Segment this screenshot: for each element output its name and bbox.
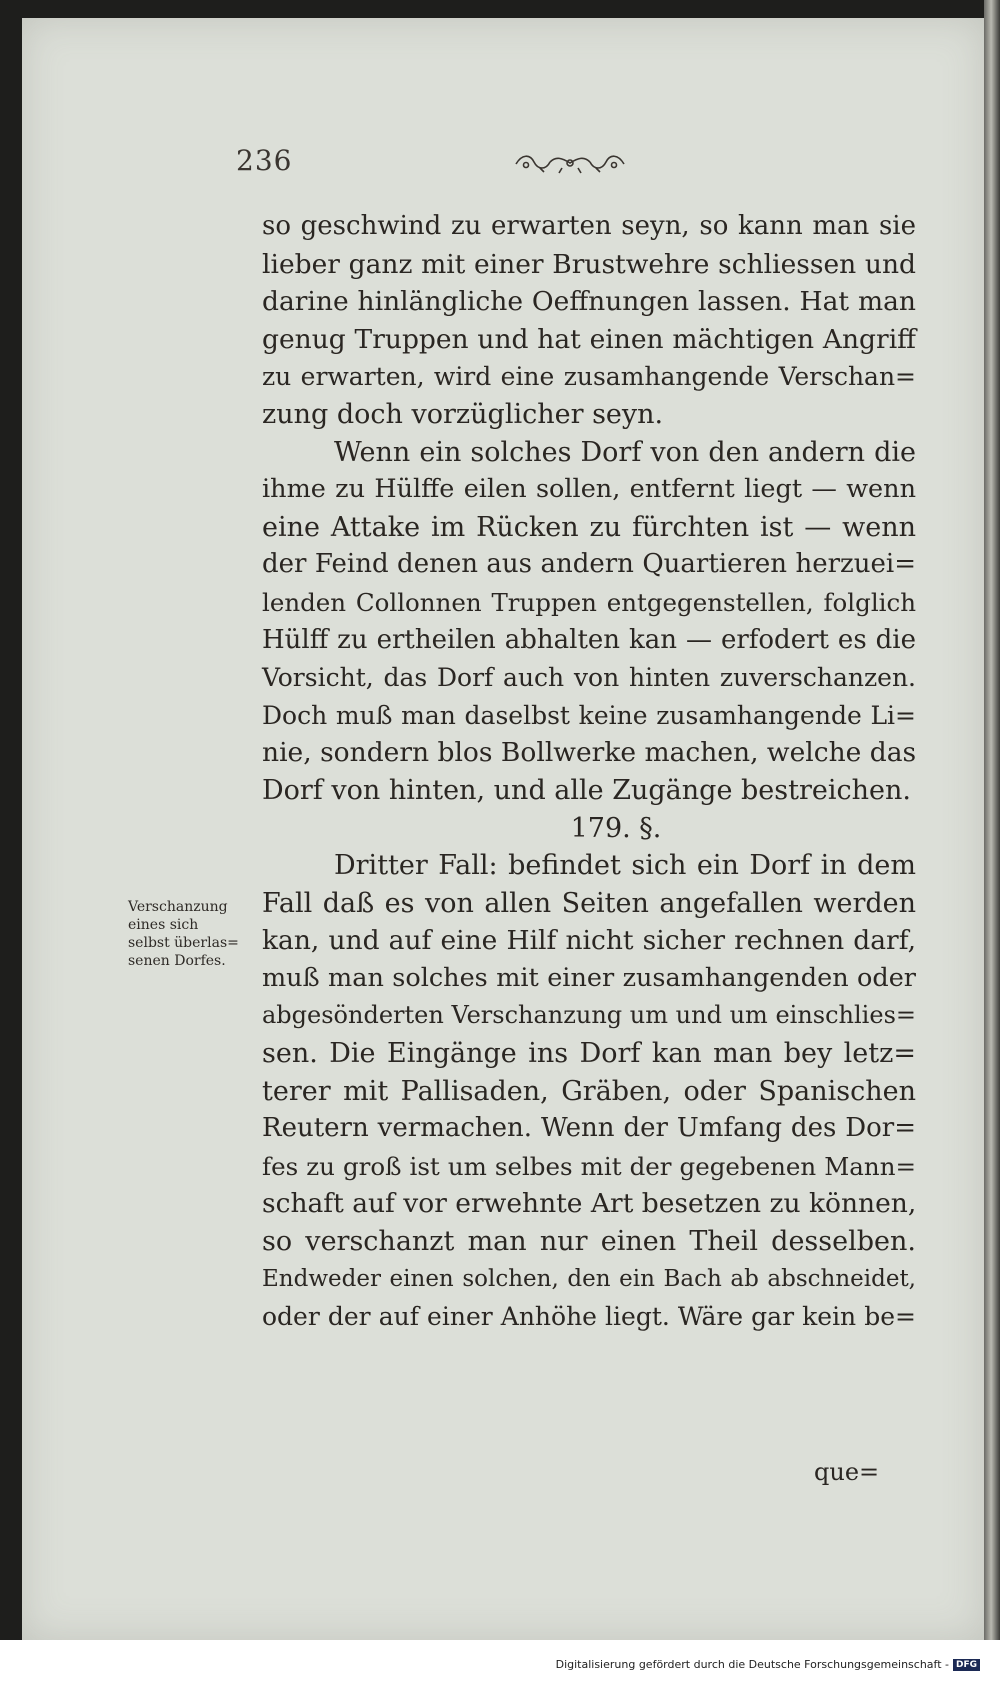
catchword: que= — [814, 1458, 880, 1486]
section-heading: 179. §. — [570, 812, 662, 844]
text-line: Endweder einen solchen, den ein Bach ab abschneidet, — [262, 1265, 916, 1292]
printers-ornament — [512, 150, 628, 176]
text-line: darine hinlängliche Oeffnungen lassen. Hat man — [262, 286, 916, 318]
text-line: lenden Collonnen Truppen entgegenstellen, folglich — [262, 587, 916, 617]
book-gutter — [984, 0, 1000, 1681]
text-line: fes zu groß ist um selbes mit der gegebenen Mann= — [262, 1151, 916, 1181]
page-number: 236 — [236, 144, 293, 177]
text-line: Fall daß es von allen Seiten angefallen werden — [262, 887, 916, 919]
text-line: zung doch vorzüglicher seyn. — [262, 398, 664, 430]
text-line: sen. Die Eingänge ins Dorf kan man bey letz= — [262, 1038, 916, 1070]
digitization-credit — [556, 1658, 980, 1671]
dfg-logo: DFG — [953, 1659, 980, 1671]
text-line: nie, sondern blos Bollwerke machen, welche das — [262, 737, 917, 769]
marginal-note-line: Verschanzung — [128, 899, 228, 915]
marginal-note-line: senen Dorfes. — [128, 953, 226, 969]
text-line: Vorsicht, das Dorf auch von hinten zuverschanzen. — [262, 663, 916, 693]
text-line: der Feind denen aus andern Quartieren herzuei= — [262, 549, 916, 580]
text-line: Reutern vermachen. Wenn der Umfang des Dor= — [262, 1113, 916, 1144]
text-line: oder der auf einer Anhöhe liegt. Wäre gar kein be= — [262, 1302, 916, 1332]
text-line: Dorf von hinten, und alle Zugänge bestreichen. — [262, 774, 911, 806]
text-line: so verschanzt man nur einen Theil desselben. — [262, 1226, 916, 1258]
text-line: zu erwarten, wird eine zusamhangende Verschan= — [262, 362, 916, 392]
text-line: Doch muß man daselbst keine zusamhangende Li= — [262, 700, 916, 730]
text-line: ihme zu Hülffe eilen sollen, entfernt liegt — wenn — [262, 474, 916, 505]
text-line: Hülff zu ertheilen abhalten kan — erfodert es die — [262, 624, 916, 655]
marginal-note-line: selbst überlas= — [128, 935, 239, 951]
text-line: Wenn ein solches Dorf von den andern die — [334, 436, 916, 468]
text-line: terer mit Pallisaden, Gräben, oder Spanischen — [262, 1075, 916, 1107]
text-line: so geschwind zu erwarten seyn, so kann man sie — [262, 211, 916, 241]
marginal-note — [128, 898, 258, 970]
credit-text: Digitalisierung gefördert durch die Deutsche Forschungsgemeinschaft - — [555, 1658, 949, 1671]
text-line: Dritter Fall: befindet sich ein Dorf in dem — [334, 850, 916, 882]
text-line: genug Truppen und hat einen mächtigen Angriff — [262, 323, 916, 355]
text-line: lieber ganz mit einer Brustwehre schliessen und — [262, 248, 916, 280]
text-line: eine Attake im Rücken zu fürchten ist — wenn — [262, 511, 916, 543]
marginal-note-line: eines sich — [128, 917, 199, 933]
text-line: muß man solches mit einer zusamhangenden oder — [262, 962, 916, 993]
text-line: kan, und auf eine Hilf nicht sicher rechnen darf, — [262, 925, 916, 957]
text-line: abgesönderten Verschanzung um und um einschlies= — [262, 1001, 916, 1030]
body-text — [262, 208, 916, 1336]
text-line: schaft auf vor erwehnte Art besetzen zu können, — [262, 1188, 917, 1220]
